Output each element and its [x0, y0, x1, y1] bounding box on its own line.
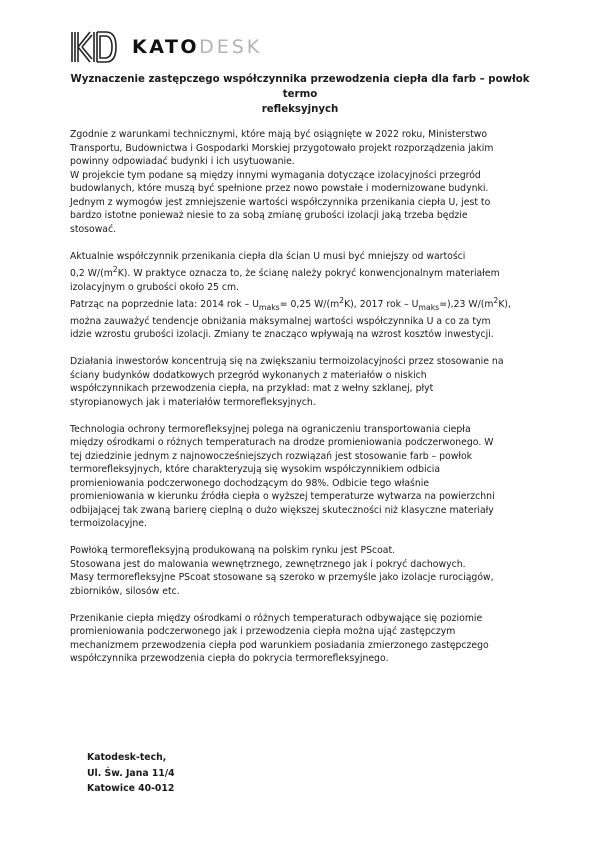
- text-line: między ośrodkami o różnych temperaturach na drodze promieniowania podczerwonego. W: [70, 437, 494, 449]
- company-name: Katodesk-tech,: [87, 752, 167, 763]
- text-line: [70, 294, 540, 314]
- company-address: [87, 750, 175, 797]
- text-line: współczynnika przewodzenia ciepła do pokrycia termorefleksyjnego.: [70, 653, 389, 665]
- text-line: zbiorników, silosów etc.: [70, 585, 180, 597]
- text-line: izolacyjnym o grubości około 25 cm.: [70, 281, 239, 293]
- text-line: Działania inwestorów koncentrują się na zwiększaniu termoizolacyjności przez stosowanie na: [70, 356, 504, 368]
- text-line: Stosowana jest do malowania wewnętrznego, zewnętrznego jak i pokryć dachowych.: [70, 558, 466, 570]
- superscript: 2: [339, 296, 345, 306]
- text-line: bardzo istotne ponieważ niesie to za sobą zmianę grubości izolacji jaką trzeba będzie: [70, 210, 468, 221]
- katodesk-logo-icon: [70, 30, 118, 64]
- text-line: Powłoką termorefleksyjną produkowaną na polskim rynku jest PScoat.: [70, 545, 396, 557]
- superscript: 2: [493, 296, 499, 306]
- text-line: promieniowania w kierunku źródła ciepła o wyższej temperaturze wytwarza na powierzchni: [70, 491, 495, 503]
- text-line: mechanizmem przewodzenia ciepła pod warunkiem posiadania zmierzonego zastępczego: [70, 639, 489, 651]
- text-fragment: K),: [498, 299, 512, 311]
- text-line: styropianowych jak i materiałów termorefleksyjnych.: [70, 396, 316, 408]
- text-fragment: K), 2017 rok – U: [344, 299, 419, 311]
- text-line: Jednym z wymogów jest zmniejszenie wartości współczynnika przenikania ciepła U, jest to: [70, 196, 491, 208]
- text-line: Transportu, Budownictwa i Gospodarki Morskiej przygotowało projekt rozporządzenia jakim: [70, 142, 494, 154]
- company-logo: [70, 30, 262, 64]
- document-title: [60, 72, 540, 117]
- text-line: tej dziedzinie jednym z najnowocześniejszych rozwiązań jest stosowanie farb – powłok: [70, 450, 473, 462]
- paragraph-pscoat: [70, 544, 540, 598]
- text-line: Przenikanie ciepła między ośrodkami o różnych temperaturach odbywające się poziomie: [70, 612, 483, 624]
- text-line: promieniowania podczerwonego jak i przewodzenia ciepła można ująć zastępczym: [70, 626, 456, 638]
- text-line: Zgodnie z warunkami technicznymi, które mają być osiągnięte w 2022 roku, Ministerstwo: [70, 129, 488, 140]
- street-address: Ul. Św. Jana 11/4: [87, 767, 175, 779]
- text-fragment: K). W praktyce oznacza to, że ścianę należy pokryć konwencjonalnym materiałem: [117, 268, 500, 280]
- text-line: ściany budynków dodatkowych przegród wykonanych z materiałów o niskich: [70, 369, 427, 381]
- text-line: Aktualnie współczynnik przenikania ciepła dla ścian U musi być mniejszy od wartości: [70, 250, 466, 262]
- paragraph-heat-transfer: [70, 612, 540, 666]
- logo-wordmark-light: DESK: [199, 36, 263, 58]
- superscript: 2: [112, 265, 118, 274]
- text-line: można zauważyć tendencje obniżania maksymalnej wartości współczynnika U a co za tym: [70, 315, 491, 327]
- subscript: maks: [258, 303, 280, 313]
- text-fragment: = 0,25 W/(m: [279, 299, 340, 311]
- paragraph-regulations: [70, 128, 540, 236]
- city-postal-code: Katowice 40-012: [87, 783, 175, 794]
- text-line: powinny odpowiadać budynki i ich usytuowanie.: [70, 156, 295, 167]
- paragraph-technology: [70, 423, 540, 531]
- paragraph-u-values: [70, 250, 540, 342]
- text-fragment: Patrząc na poprzednie lata: 2014 rok – U: [70, 299, 259, 311]
- logo-wordmark-bold: KATO: [132, 36, 200, 58]
- title-line-2: refleksyjnych: [261, 104, 339, 115]
- text-fragment: 0,2 W/(m: [70, 268, 113, 280]
- text-line: stosować.: [70, 223, 117, 235]
- subscript: maks: [418, 303, 440, 313]
- text-line: współczynnikach przewodzenia ciepła, na przykład: mat z wełny szklanej, płyt: [70, 383, 434, 395]
- text-line: promieniowania podczerwonego dochodzącym do 98%. Odbicie tego właśnie: [70, 477, 430, 489]
- title-line-1: Wyznaczenie zastępczego współczynnika przewodzenia ciepła dla farb – powłok termo: [70, 74, 530, 100]
- text-fragment: =),23 W/(m: [439, 299, 494, 311]
- document-body: [70, 128, 540, 679]
- text-line: termorefleksyjnych, które charakteryzują się wysokim współczynnikiem odbicia: [70, 464, 441, 476]
- text-line: Masy termorefleksyjne PScoat stosowane są szeroko w przemyśle jako izolacje rurociągów,: [70, 572, 494, 584]
- paragraph-investors: [70, 355, 540, 409]
- text-line: budowlanych, które muszą być spełnione przez nowo powstałe i modernizowane budynki.: [70, 183, 489, 194]
- logo-wordmark: [132, 36, 262, 58]
- text-line: [70, 263, 540, 281]
- text-line: odbijającej tak zwaną barierę cieplną o dużo większej skuteczności niż klasyczne materiały: [70, 504, 494, 516]
- text-line: idzie wzrostu grubości izolacji. Zmiany te znacząco wpływają na wzrost kosztów inwestycji.: [70, 329, 494, 341]
- text-line: Technologia ochrony termorefleksyjnej polega na ograniczeniu transportowania ciepła: [70, 423, 471, 435]
- text-line: termoizolacyjne.: [70, 518, 147, 530]
- text-line: W projekcie tym podane są między innymi wymagania dotyczące izolacyjności przegród: [70, 169, 481, 181]
